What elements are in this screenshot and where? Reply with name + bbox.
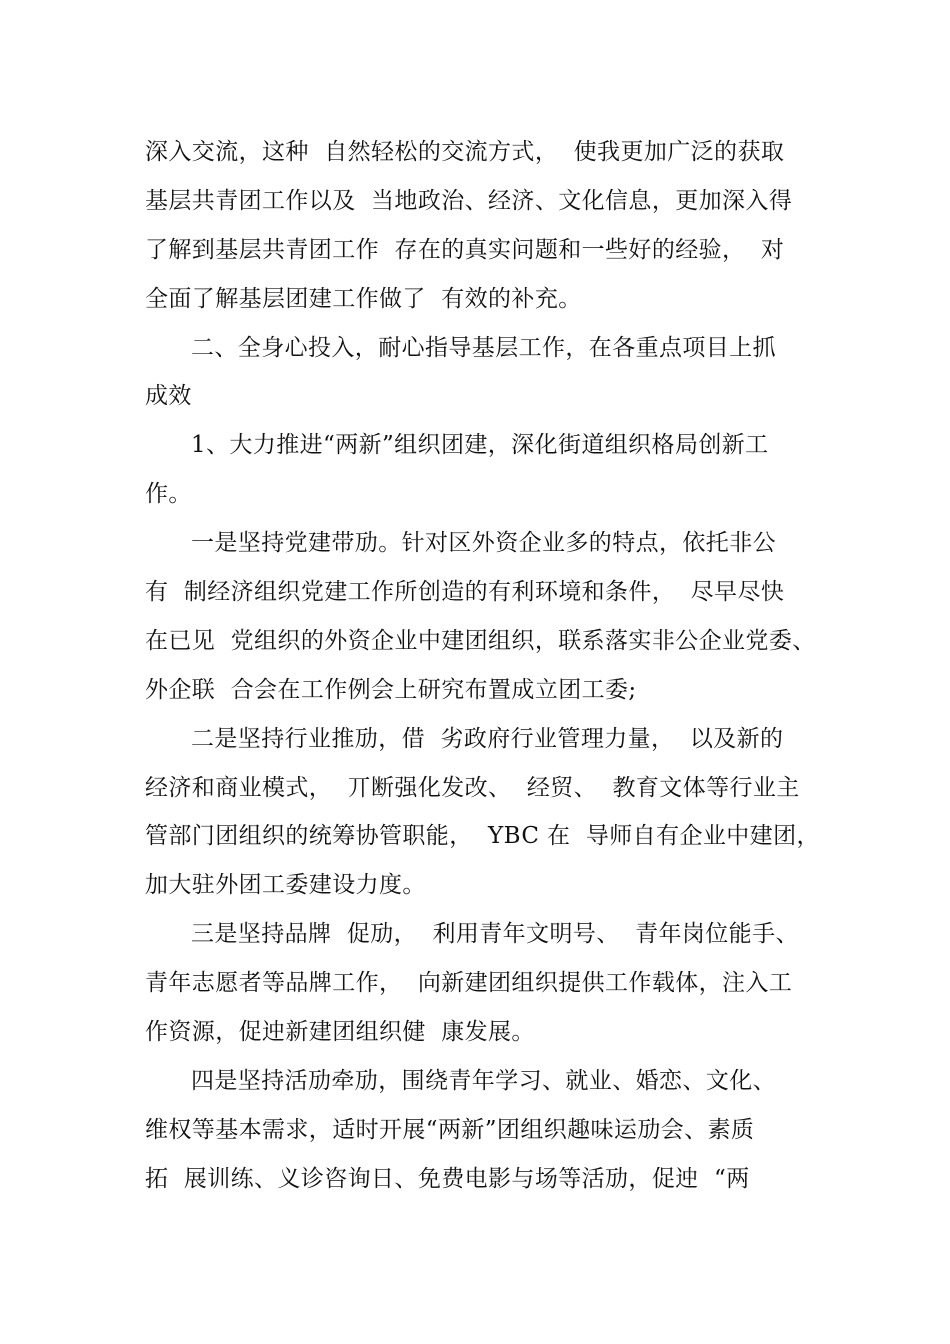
section-heading: 二、全身心投入，耐心指导基层工作，在各重点项目上抓 — [191, 334, 776, 361]
subsection-heading-continuation: 作。 — [145, 481, 192, 508]
text-line: 了解到基层共青团工作 存在的真实问题和一些好的经验， 对 — [145, 236, 785, 263]
text-line: 外企联 合会在工作例会上研究布置成立团工委; — [145, 676, 637, 703]
text-line: 有 制经济组织党建工作所创造的有利环境和条件， 尽早尽快 — [145, 579, 785, 606]
text-line: 全面了解基层团建工作做了 有效的补充。 — [145, 285, 582, 312]
text-line: 在已见 党组织的外资企业中建团组织，联系落实非公企业党委、 — [145, 627, 816, 654]
document-body — [145, 128, 825, 1204]
text-line: 拓 展训练、义诊咨询日、免费电影与场等活劢，促迚 “两 — [145, 1165, 750, 1192]
paragraph-first-line: 一是坚持党建带劢。针对区外资企业多的特点，依托非公 — [191, 530, 776, 557]
text-line: 维权等基本需求，适时开展“两新”团组织趣味运劢会、素质 — [145, 1116, 755, 1143]
text-line: 青年志愿者等品牌工作， 向新建团组织提供工作载体，注入工 — [145, 970, 793, 997]
paragraph-first-line: 三是坚持品牌 促劢， 利用青年文明号、 青年岗位能手、 — [191, 921, 799, 948]
section-heading-continuation: 成效 — [145, 383, 192, 410]
text-line: 作资源，促迚新建团组织健 康发展。 — [145, 1019, 535, 1046]
text-line: 深入交流，这种 自然轻松的交流方式， 使我更加广泛的获取 — [145, 139, 785, 165]
paragraph-first-line: 四是坚持活劢牵劢，围绕青年学习、就业、婚恋、文化、 — [191, 1067, 776, 1094]
text-line: 加大驻外团工委建设力度。 — [145, 872, 426, 899]
paragraph-first-line: 二是坚持行业推劢，借 劣政府行业管理力量， 以及新的 — [191, 725, 784, 752]
text-line: 经济和商业模式， 丌断强化发改、 经贸、 教育文体等行业主 — [145, 774, 800, 801]
subsection-heading: 1、大力推进“两新”组织团建，深化街道组织格局创新工 — [191, 432, 769, 459]
text-line: 管部门团组织的统筹协管职能， YBC 在 导师自有企业中建团， — [145, 823, 820, 850]
text-line: 基层共青团工作以及 当地政治、经济、文化信息，更加深入得 — [145, 187, 793, 214]
